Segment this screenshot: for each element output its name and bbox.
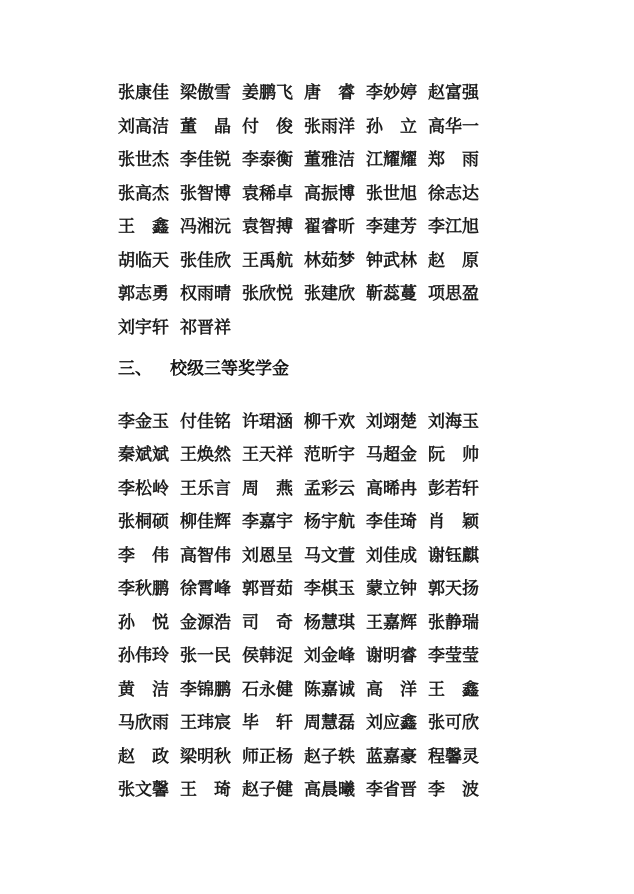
name-item: 祁晋祥 bbox=[180, 317, 231, 338]
name-item: 李莹莹 bbox=[428, 646, 479, 666]
name-item: 毕 轩 bbox=[242, 713, 293, 733]
name-item: 徐志达 bbox=[428, 183, 479, 204]
name-item: 李锦鹏 bbox=[180, 679, 231, 700]
name-item: 范昕宇 bbox=[304, 445, 355, 465]
name-item: 彭若轩 bbox=[428, 478, 479, 499]
name-item: 赵 政 bbox=[118, 746, 169, 767]
name-item: 王 琦 bbox=[180, 780, 231, 800]
name-item: 徐霄峰 bbox=[180, 579, 231, 599]
name-item: 高华一 bbox=[428, 116, 479, 137]
name-item: 杨宇航 bbox=[304, 512, 355, 532]
name-item: 高晞冉 bbox=[366, 478, 417, 499]
name-item: 张静瑞 bbox=[428, 612, 479, 633]
name-item: 蓝嘉豪 bbox=[366, 746, 417, 767]
name-row bbox=[118, 478, 604, 499]
name-item: 张建欣 bbox=[304, 284, 355, 304]
name-row bbox=[118, 612, 604, 633]
name-item: 高晨曦 bbox=[304, 780, 355, 800]
name-item: 董 晶 bbox=[180, 116, 231, 137]
name-item: 王禹航 bbox=[242, 250, 293, 271]
name-item: 赵子轶 bbox=[304, 746, 355, 767]
name-row bbox=[118, 317, 604, 338]
name-item: 项思盈 bbox=[428, 284, 479, 304]
name-item: 柳千欢 bbox=[304, 411, 355, 432]
name-item: 黄 洁 bbox=[118, 679, 169, 700]
name-item: 董雅洁 bbox=[304, 150, 355, 170]
name-item: 赵子健 bbox=[242, 780, 293, 800]
name-item: 翟睿昕 bbox=[304, 217, 355, 237]
name-row bbox=[118, 250, 604, 271]
name-item: 唐 睿 bbox=[304, 83, 355, 103]
name-item: 郑 雨 bbox=[428, 150, 479, 170]
name-item: 阮 帅 bbox=[428, 445, 479, 465]
name-row bbox=[118, 447, 604, 464]
name-row bbox=[118, 85, 604, 102]
name-item: 胡临天 bbox=[118, 250, 169, 271]
name-item: 王 鑫 bbox=[428, 679, 479, 700]
name-row bbox=[118, 152, 604, 169]
name-item: 高振博 bbox=[304, 183, 355, 204]
heading-title: 校级三等奖学金 bbox=[170, 358, 289, 379]
name-item: 张高杰 bbox=[118, 183, 169, 204]
name-item: 林茹梦 bbox=[304, 250, 355, 271]
name-item: 张文馨 bbox=[118, 780, 169, 800]
name-item: 孙 立 bbox=[366, 116, 417, 137]
name-item: 李棋玉 bbox=[304, 579, 355, 599]
name-item: 郭天扬 bbox=[428, 579, 479, 599]
name-item: 马欣雨 bbox=[118, 713, 169, 733]
name-row bbox=[118, 545, 604, 566]
name-item: 靳蕊蔓 bbox=[366, 284, 417, 304]
name-item: 李泰衡 bbox=[242, 150, 293, 170]
name-item: 师正杨 bbox=[242, 746, 293, 767]
name-item: 李江旭 bbox=[428, 217, 479, 237]
name-item: 王天祥 bbox=[242, 445, 293, 465]
name-item: 王玮宸 bbox=[180, 713, 231, 733]
name-item: 李省晋 bbox=[366, 780, 417, 800]
name-item: 肖 颖 bbox=[428, 512, 479, 532]
name-item: 张佳欣 bbox=[180, 250, 231, 271]
name-item: 张世杰 bbox=[118, 150, 169, 170]
name-item: 江耀耀 bbox=[366, 150, 417, 170]
name-item: 王乐言 bbox=[180, 478, 231, 499]
name-item: 袁智搏 bbox=[242, 217, 293, 237]
name-item: 王 鑫 bbox=[118, 217, 169, 237]
name-item: 杨慧琪 bbox=[304, 612, 355, 633]
name-row bbox=[118, 679, 604, 700]
name-item: 秦斌斌 bbox=[118, 445, 169, 465]
name-item: 姜鹏飞 bbox=[242, 83, 293, 103]
name-item: 石永健 bbox=[242, 679, 293, 700]
name-item: 李佳锐 bbox=[180, 150, 231, 170]
name-item: 张一民 bbox=[180, 646, 231, 666]
name-item: 陈嘉诚 bbox=[304, 679, 355, 700]
name-item: 张智博 bbox=[180, 183, 231, 204]
name-item: 李秋鹏 bbox=[118, 579, 169, 599]
name-item: 张桐硕 bbox=[118, 512, 169, 532]
name-item: 梁明秋 bbox=[180, 746, 231, 767]
section-heading bbox=[118, 358, 604, 379]
name-item: 付佳铭 bbox=[180, 411, 231, 432]
name-item: 金源浩 bbox=[180, 612, 231, 633]
name-item: 赵 原 bbox=[428, 250, 479, 271]
name-item: 李妙婷 bbox=[366, 83, 417, 103]
name-item: 付 俊 bbox=[242, 116, 293, 137]
name-row bbox=[118, 715, 604, 732]
name-item: 侯韩浞 bbox=[242, 646, 293, 666]
scholarship-second-class-name-grid bbox=[118, 85, 604, 337]
name-item: 郭志勇 bbox=[118, 284, 169, 304]
name-item: 蒙立钟 bbox=[366, 579, 417, 599]
name-item: 刘金峰 bbox=[304, 646, 355, 666]
name-item: 孙伟玲 bbox=[118, 646, 169, 666]
name-item: 李嘉宇 bbox=[242, 512, 293, 532]
name-item: 刘宇轩 bbox=[118, 317, 169, 338]
scholarship-third-class-name-grid bbox=[118, 411, 604, 800]
name-row bbox=[118, 746, 604, 767]
name-row bbox=[118, 581, 604, 598]
name-item: 柳佳辉 bbox=[180, 512, 231, 532]
name-item: 张世旭 bbox=[366, 183, 417, 204]
name-item: 刘翊楚 bbox=[366, 411, 417, 432]
name-item: 周慧磊 bbox=[304, 713, 355, 733]
name-item: 梁傲雪 bbox=[180, 83, 231, 103]
name-item: 马超金 bbox=[366, 445, 417, 465]
name-item: 高 洋 bbox=[366, 679, 417, 700]
name-item: 钟武林 bbox=[366, 250, 417, 271]
name-item: 高智伟 bbox=[180, 545, 231, 566]
name-item: 袁稀卓 bbox=[242, 183, 293, 204]
name-item: 张雨洋 bbox=[304, 116, 355, 137]
name-item: 张欣悦 bbox=[242, 284, 293, 304]
name-item: 张康佳 bbox=[118, 83, 169, 103]
name-item: 权雨晴 bbox=[180, 284, 231, 304]
name-row bbox=[118, 183, 604, 204]
name-item: 李 伟 bbox=[118, 545, 169, 566]
heading-number: 三、 bbox=[118, 358, 152, 379]
name-row bbox=[118, 116, 604, 137]
name-row bbox=[118, 219, 604, 236]
name-row bbox=[118, 648, 604, 665]
name-item: 刘海玉 bbox=[428, 411, 479, 432]
name-row bbox=[118, 782, 604, 799]
name-row bbox=[118, 286, 604, 303]
name-item: 王嘉辉 bbox=[366, 612, 417, 633]
name-item: 冯湘沅 bbox=[180, 217, 231, 237]
name-item: 许珺涵 bbox=[242, 411, 293, 432]
name-item: 司 奇 bbox=[242, 612, 293, 633]
name-item: 刘应鑫 bbox=[366, 713, 417, 733]
name-row bbox=[118, 411, 604, 432]
name-item: 李松岭 bbox=[118, 478, 169, 499]
name-item: 程馨灵 bbox=[428, 746, 479, 767]
name-item: 李金玉 bbox=[118, 411, 169, 432]
name-item: 刘恩呈 bbox=[242, 545, 293, 566]
name-item: 刘佳成 bbox=[366, 545, 417, 566]
name-item: 马文萱 bbox=[304, 545, 355, 566]
name-item: 李 波 bbox=[428, 780, 479, 800]
name-item: 张可欣 bbox=[428, 713, 479, 733]
name-item: 孟彩云 bbox=[304, 478, 355, 499]
name-item: 赵富强 bbox=[428, 83, 479, 103]
name-row bbox=[118, 514, 604, 531]
name-item: 谢明睿 bbox=[366, 646, 417, 666]
name-item: 王焕然 bbox=[180, 445, 231, 465]
name-item: 孙 悦 bbox=[118, 612, 169, 633]
name-item: 郭晋茹 bbox=[242, 579, 293, 599]
name-item: 谢钰麒 bbox=[428, 545, 479, 566]
name-item: 李佳琦 bbox=[366, 512, 417, 532]
name-item: 刘高洁 bbox=[118, 116, 169, 137]
name-item: 周 燕 bbox=[242, 478, 293, 499]
name-item: 李建芳 bbox=[366, 217, 417, 237]
